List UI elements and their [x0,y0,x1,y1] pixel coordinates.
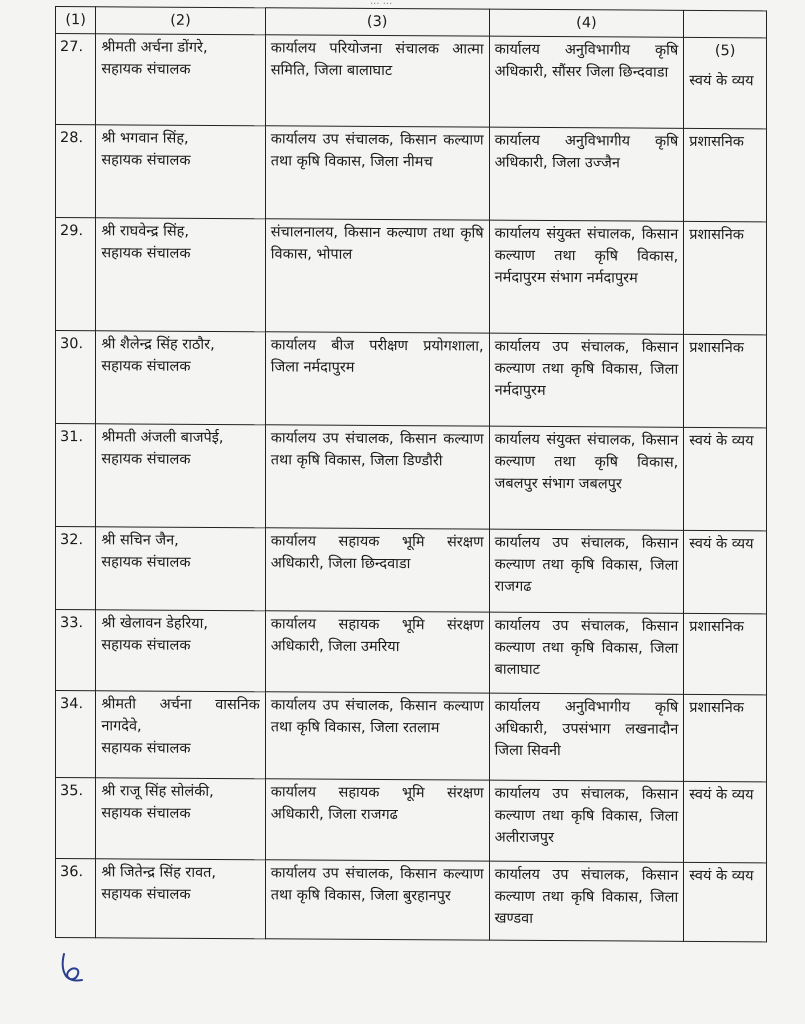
table-row [56,125,767,222]
officer-name [96,34,265,126]
remark: प्रशासनिक [684,334,767,428]
officer-name-line: श्री राजू सिंह सोलंकी, [101,783,214,800]
officer-name-line: श्रीमती अर्चना डोंगरे, [101,39,208,56]
current-posting: कार्यालय उप संचालक, किसान कल्याण तथा कृषि विकास, जिला नीमच [265,126,489,220]
header-col-1: (1) [56,7,96,34]
officer-name [96,424,265,528]
officer-name-line: श्री भगवान सिंह, [101,130,189,147]
remark: प्रशासनिक [684,613,767,695]
officer-name [96,610,265,692]
officer-designation: सहायक संचालक [101,740,191,757]
remark: स्वयं के व्यय [684,781,767,863]
header-col-5-empty [684,10,767,38]
officer-name [96,331,265,425]
serial-number: 28. [56,125,96,218]
table-header-row [56,7,767,38]
new-posting: कार्यालय उप संचालक, किसान कल्याण तथा कृषि विकास, जिला अलीराजपुर [489,780,684,862]
current-posting: कार्यालय सहायक भूमि संरक्षण अधिकारी, जिला छिन्दवाडा [265,528,489,612]
remark: प्रशासनिक [684,128,767,222]
current-posting: कार्यालय सहायक भूमि संरक्षण अधिकारी, जिला उमरिया [265,611,489,693]
serial-number: 32. [56,527,96,610]
header-col-4: (4) [489,9,684,37]
table-row [56,424,767,531]
officer-designation: सहायक संचालक [101,805,191,822]
officer-name-line: श्रीमती अंजली बाजपेई, [101,429,224,447]
officer-name-line: श्री खेलावन डेहरिया, [101,615,209,632]
remark: स्वयं के व्यय [684,862,767,942]
header-col-5: (5) [714,43,736,60]
serial-number: 31. [56,424,96,527]
current-posting: कार्यालय उप संचालक, किसान कल्याण तथा कृषि विकास, जिला डिण्डौरी [265,425,489,529]
remark: प्रशासनिक [684,694,767,782]
new-posting: कार्यालय उप संचालक, किसान कल्याण तथा कृषि विकास, जिला नर्मदापुरम [489,333,684,427]
officer-designation: सहायक संचालक [101,245,191,262]
serial-number: 36. [56,859,96,938]
serial-number: 34. [56,691,96,778]
table-row [56,778,767,863]
table-row [56,610,767,695]
officer-name-line: श्री राघवेन्द्र सिंह, [101,223,189,240]
header-col-2: (2) [96,7,265,35]
officer-designation: सहायक संचालक [101,886,191,903]
remark: स्वयं के व्यय [684,530,767,614]
header-col-3: (3) [265,8,489,36]
serial-number: 35. [56,778,96,859]
remark-cell [684,37,767,129]
table-row [56,691,767,782]
remark: स्वयं के व्यय [689,72,754,90]
officer-designation: सहायक संचालक [101,554,191,571]
officer-name-line: श्री शैलेन्द्र सिंह राठौर, [101,336,215,353]
officer-designation: सहायक संचालक [101,637,191,654]
officer-name [96,691,265,779]
current-posting: कार्यालय सहायक भूमि संरक्षण अधिकारी, जिला राजगढ [265,779,489,861]
table-row [56,859,767,942]
officer-name-line: श्रीमती अर्चना वासनिक नागदेवे, [101,696,260,735]
remark: प्रशासनिक [684,221,767,335]
remark: स्वयं के व्यय [684,427,767,531]
officer-designation: सहायक संचालक [101,152,191,169]
officer-name [96,859,265,939]
top-mark: ... ... [370,0,393,7]
new-posting: कार्यालय संयुक्त संचालक, किसान कल्याण तथा कृषि विकास, नर्मदापुरम संभाग नर्मदापुरम [489,220,684,334]
handwritten-initial-icon [58,950,88,984]
serial-number: 29. [56,218,96,331]
table-row [56,218,767,335]
new-posting: कार्यालय अनुविभागीय कृषि अधिकारी, जिला उज्जैन [489,127,684,221]
serial-number: 30. [56,331,96,424]
officer-designation: सहायक संचालक [101,61,191,78]
table-row [56,331,767,428]
new-posting: कार्यालय उप संचालक, किसान कल्याण तथा कृषि विकास, जिला खण्डवा [489,861,684,941]
new-posting: कार्यालय संयुक्त संचालक, किसान कल्याण तथा कृषि विकास, जबलपुर संभाग जबलपुर [489,426,684,530]
current-posting: कार्यालय उप संचालक, किसान कल्याण तथा कृषि विकास, जिला रतलाम [265,692,489,780]
current-posting: संचालनालय, किसान कल्याण तथा कृषि विकास, भोपाल [265,219,489,333]
transfer-table [55,6,767,942]
officer-designation: सहायक संचालक [101,451,191,468]
table-row [56,527,767,614]
current-posting: कार्यालय बीज परीक्षण प्रयोगशाला, जिला नर्मदापुरम [265,332,489,426]
officer-name [96,527,265,611]
officer-name [96,218,265,332]
current-posting: कार्यालय परियोजना संचालक आत्मा समिति, जिला बालाघाट [265,35,489,127]
officer-name [96,778,265,860]
officer-name-line: श्री सचिन जैन, [101,532,179,549]
serial-number: 33. [56,610,96,691]
officer-name-line: श्री जितेन्द्र सिंह रावत, [101,864,217,881]
officer-designation: सहायक संचालक [101,358,191,375]
new-posting: कार्यालय उप संचालक, किसान कल्याण तथा कृषि विकास, जिला राजगढ [489,529,684,613]
officer-name [96,125,265,219]
current-posting: कार्यालय उप संचालक, किसान कल्याण तथा कृषि विकास, जिला बुरहानपुर [265,860,489,940]
signature-stroke [63,954,82,980]
new-posting: कार्यालय अनुविभागीय कृषि अधिकारी, सौंसर जिला छिन्दवाडा [489,36,684,128]
new-posting: कार्यालय अनुविभागीय कृषि अधिकारी, उपसंभाग लखनादौन जिला सिवनी [489,693,684,781]
table-row [56,34,767,129]
serial-number: 27. [56,34,96,125]
new-posting: कार्यालय उप संचालक, किसान कल्याण तथा कृषि विकास, जिला बालाघाट [489,612,684,694]
